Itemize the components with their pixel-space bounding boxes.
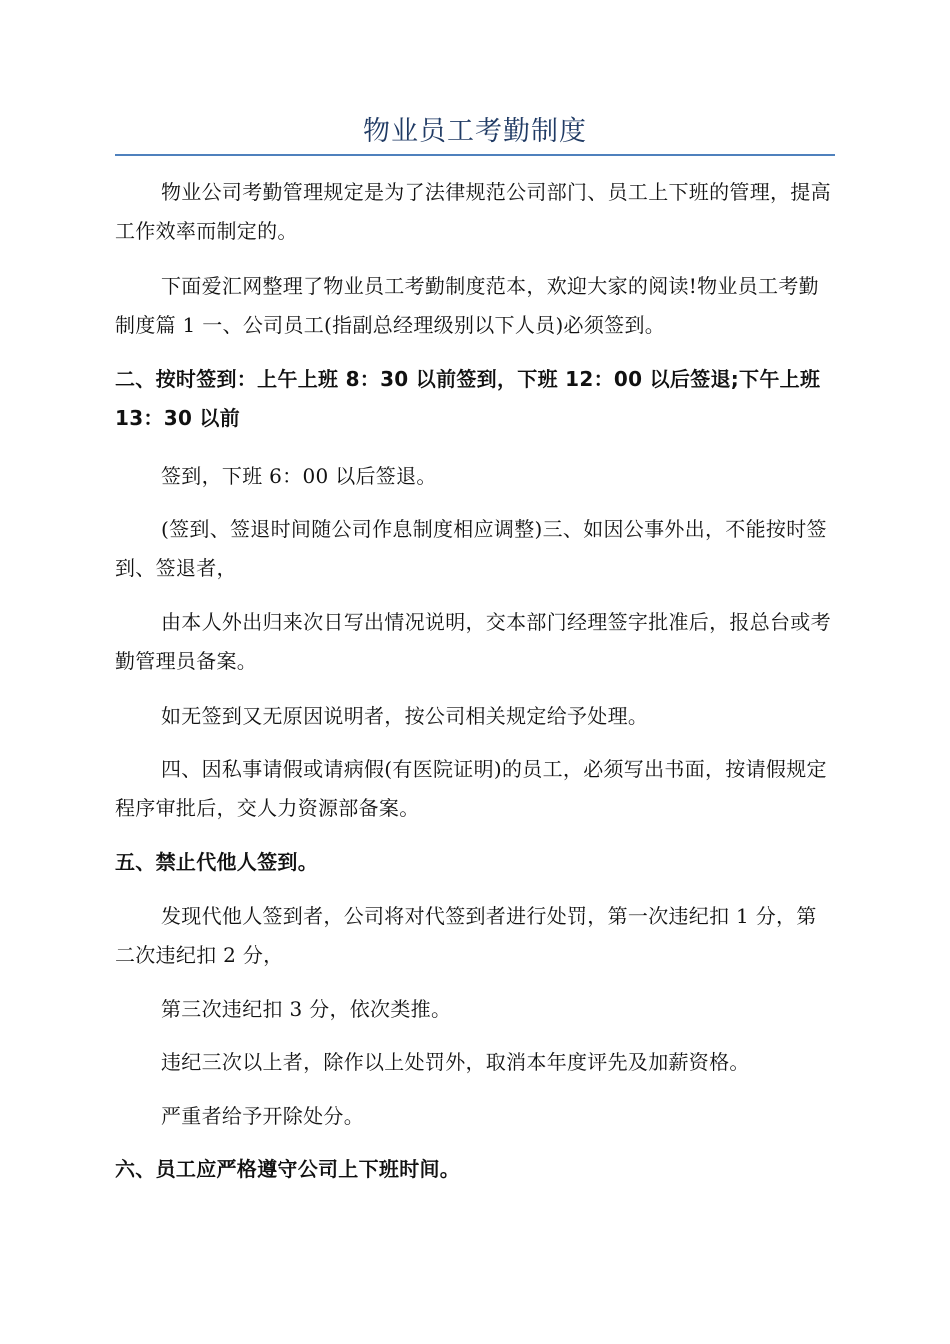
document-title: 物业员工考勤制度 [363, 116, 587, 147]
paragraph-section-3: (签到、签退时间随公司作息制度相应调整)三、如因公事外出，不能按时签到、签退者， [115, 517, 827, 580]
heading-section-5: 五、禁止代他人签到。 [115, 850, 318, 874]
heading-section-2: 二、按时签到：上午上班 8：30 以前签到，下班 12：00 以后签退;下午上班 13：30 以前 [115, 367, 821, 430]
paragraph-penalty: 发现代他人签到者，公司将对代签到者进行处罚，第一次违纪扣 1 分，第二次违纪扣 2 分， [115, 904, 817, 967]
paragraph-over-three: 违纪三次以上者，除作以上处罚外，取消本年度评先及加薪资格。 [161, 1050, 750, 1074]
paragraph-explanation: 由本人外出归来次日写出情况说明，交本部门经理签字批准后，报总台或考勤管理员备案。 [115, 610, 831, 673]
paragraph-sign-out: 签到，下班 6：00 以后签退。 [161, 464, 437, 488]
heading-section-6: 六、员工应严格遵守公司上下班时间。 [115, 1157, 461, 1181]
paragraph-section-4: 四、因私事请假或请病假(有医院证明)的员工，必须写出书面，按请假规定程序审批后，交人力资源部备案。 [115, 757, 827, 820]
paragraph-no-sign: 如无签到又无原因说明者，按公司相关规定给予处理。 [161, 704, 649, 728]
title-underline [115, 154, 835, 156]
paragraph-intro: 物业公司考勤管理规定是为了法律规范公司部门、员工上下班的管理，提高工作效率而制定的。 [115, 180, 831, 243]
paragraph-dismissal: 严重者给予开除处分。 [161, 1104, 364, 1128]
paragraph-penalty-3: 第三次违纪扣 3 分，依次类推。 [161, 997, 452, 1021]
paragraph-summary: 下面爱汇网整理了物业员工考勤制度范本，欢迎大家的阅读!物业员工考勤制度篇 1 一、公司员工(指副总经理级别以下人员)必须签到。 [115, 274, 819, 337]
